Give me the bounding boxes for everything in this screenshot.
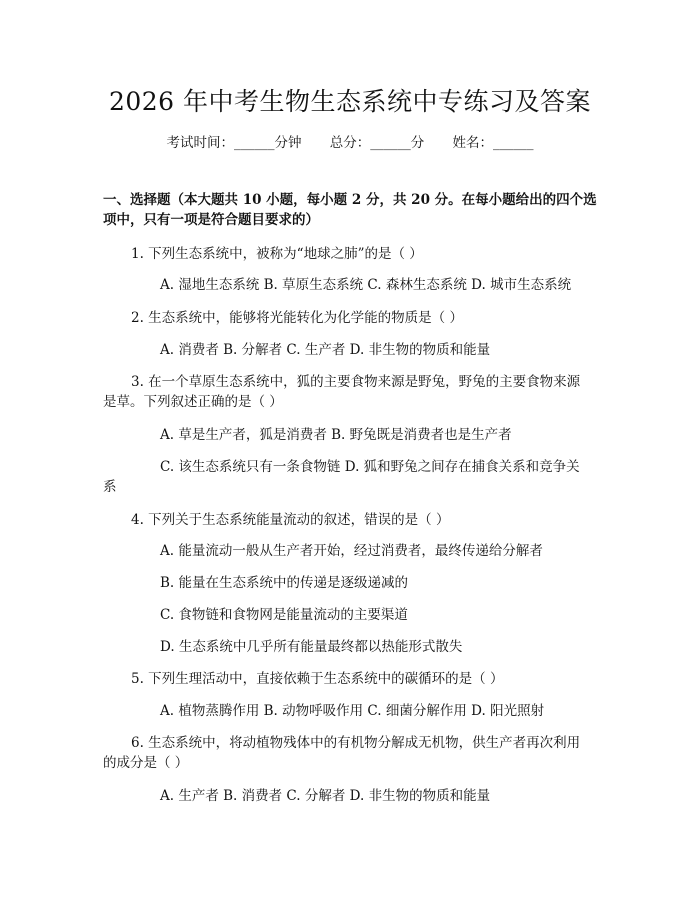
question-1-options: A. 湿地生态系统 B. 草原生态系统 C. 森林生态系统 D. 城市生态系统 [160,277,572,293]
section-heading-line1: 一、选择题（本大题共 10 小题，每小题 2 分，共 20 分。在每小题给出的四个选 [103,192,597,208]
exam-name: 姓名：______ [452,135,534,151]
question-2-options: A. 消费者 B. 分解者 C. 生产者 D. 非生物的物质和能量 [160,342,491,358]
section-heading-line2: 项中，只有一项是符合题目要求的） [103,212,319,228]
question-3-stem-line2: 是草。下列叙述正确的是（ ） [103,394,283,410]
question-4-option-d: D. 生态系统中几乎所有能量最终都以热能形式散失 [160,639,463,655]
question-5-stem: 5. 下列生理活动中，直接依赖于生态系统中的碳循环的是（ ） [131,671,504,687]
question-4-option-c: C. 食物链和食物网是能量流动的主要渠道 [160,607,408,623]
question-3-options-line2: C. 该生态系统只有一条食物链 D. 狐和野兔之间存在捕食关系和竞争关 [160,459,580,475]
question-4-option-a: A. 能量流动一般从生产者开始，经过消费者，最终传递给分解者 [160,543,543,559]
question-3-options-line1: A. 草是生产者，狐是消费者 B. 野兔既是消费者也是生产者 [160,427,512,443]
question-6-stem-line1: 6. 生态系统中，将动植物残体中的有机物分解成无机物，供生产者再次利用 [131,735,581,751]
question-4-stem: 4. 下列关于生态系统能量流动的叙述，错误的是（ ） [131,512,450,528]
exam-score: 总分：______分 [329,135,425,151]
question-3-options-line3: 系 [103,479,117,495]
exam-time: 考试时间：______分钟 [166,135,302,151]
page-title: 2026 年中考生物生态系统中专练习及答案 [108,87,592,116]
question-3-stem-line1: 3. 在一个草原生态系统中，狐的主要食物来源是野兔，野兔的主要食物来源 [131,374,581,390]
exam-meta [0,131,700,151]
question-2-stem: 2. 生态系统中，能够将光能转化为化学能的物质是（ ） [131,310,463,326]
question-6-options: A. 生产者 B. 消费者 C. 分解者 D. 非生物的物质和能量 [160,788,491,804]
question-4-option-b: B. 能量在生态系统中的传递是逐级递减的 [160,575,409,591]
question-5-options: A. 植物蒸腾作用 B. 动物呼吸作用 C. 细菌分解作用 D. 阳光照射 [160,703,545,719]
question-6-stem-line2: 的成分是（ ） [103,755,189,771]
question-1-stem: 1. 下列生态系统中，被称为“地球之肺”的是（ ） [131,246,423,262]
